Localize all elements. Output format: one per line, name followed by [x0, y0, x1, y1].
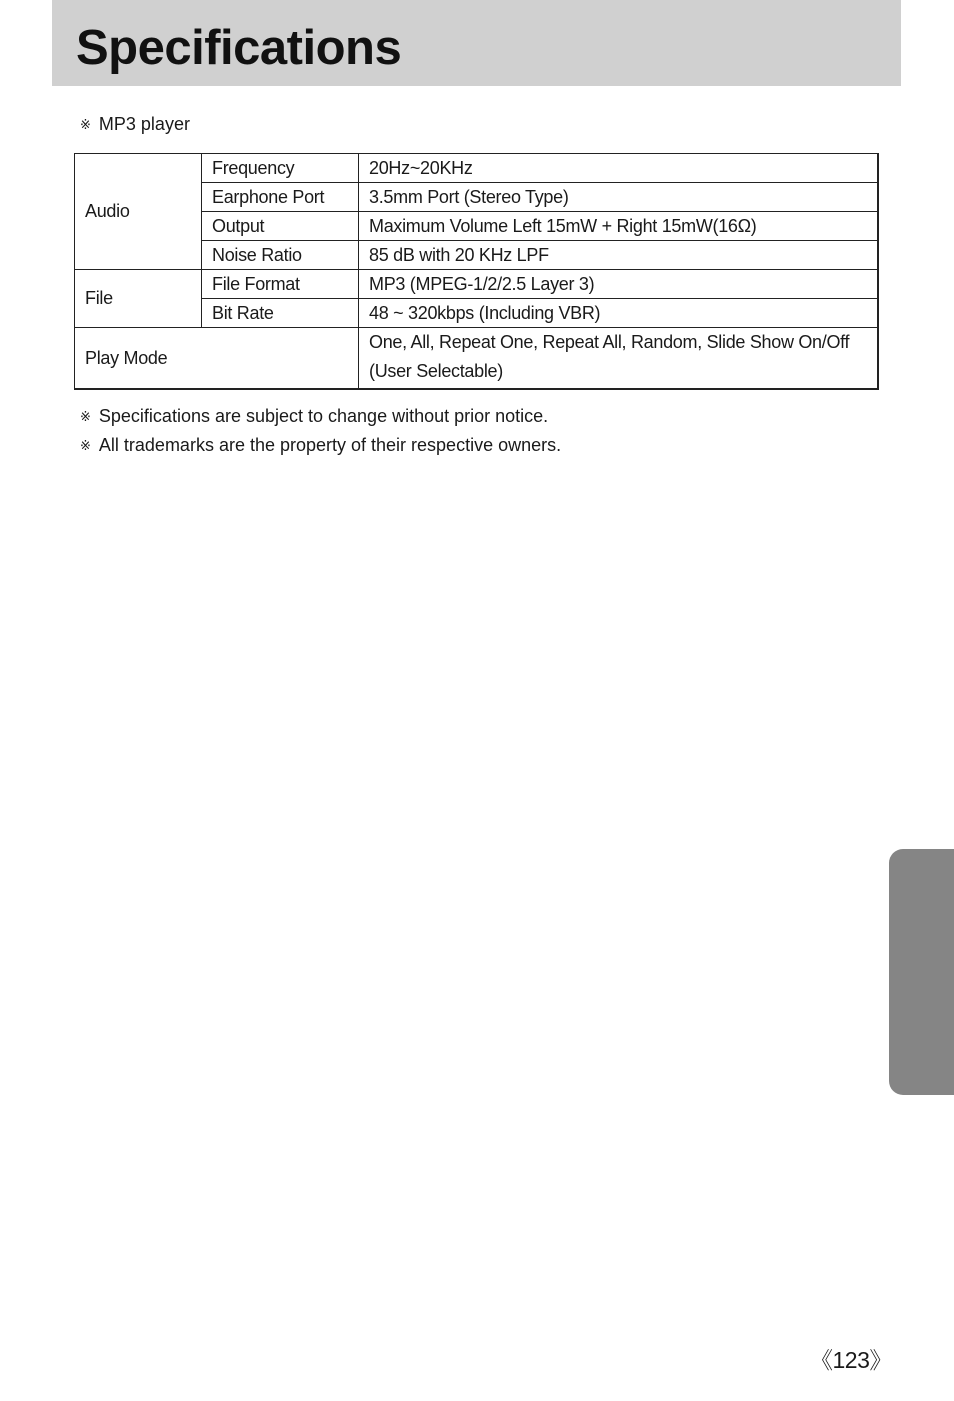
- value-cell: 48 ~ 320kbps (Including VBR): [359, 299, 879, 328]
- item-cell: Bit Rate: [202, 299, 359, 328]
- item-cell: Frequency: [202, 154, 359, 183]
- reference-mark-icon: ※: [80, 409, 91, 424]
- footnote-text: All trademarks are the property of their respective owners.: [98, 435, 562, 455]
- value-cell: [359, 328, 879, 390]
- value-cell: Maximum Volume Left 15mW + Right 15mW(16Ω): [359, 212, 879, 241]
- group-cell: Play Mode: [75, 328, 359, 390]
- table-row: [75, 270, 879, 299]
- section-side-tab: [889, 849, 954, 1095]
- header-bar: [52, 0, 901, 86]
- reference-mark-icon: ※: [80, 117, 91, 132]
- value-line: (User Selectable): [369, 361, 503, 381]
- item-cell: Output: [202, 212, 359, 241]
- value-line: One, All, Repeat One, Repeat All, Random, Slide Show On/Off: [369, 332, 850, 352]
- specifications-table: [74, 153, 879, 390]
- section-note: [80, 113, 190, 137]
- section-note-text: MP3 player: [98, 114, 190, 134]
- group-cell: Audio: [75, 154, 202, 270]
- item-cell: Noise Ratio: [202, 241, 359, 270]
- table-row: [75, 328, 879, 390]
- page-title: Specifications: [76, 21, 402, 75]
- value-cell: 20Hz~20KHz: [359, 154, 879, 183]
- value-cell: 3.5mm Port (Stereo Type): [359, 183, 879, 212]
- group-cell: File: [75, 270, 202, 328]
- item-cell: Earphone Port: [202, 183, 359, 212]
- page-number: 《123》: [810, 1347, 892, 1373]
- item-cell: File Format: [202, 270, 359, 299]
- table-row: [75, 154, 879, 183]
- reference-mark-icon: ※: [80, 438, 91, 453]
- footnote: [80, 434, 561, 458]
- value-cell: MP3 (MPEG-1/2/2.5 Layer 3): [359, 270, 879, 299]
- footnote-text: Specifications are subject to change without prior notice.: [98, 406, 549, 426]
- footnote: [80, 405, 548, 429]
- value-cell: 85 dB with 20 KHz LPF: [359, 241, 879, 270]
